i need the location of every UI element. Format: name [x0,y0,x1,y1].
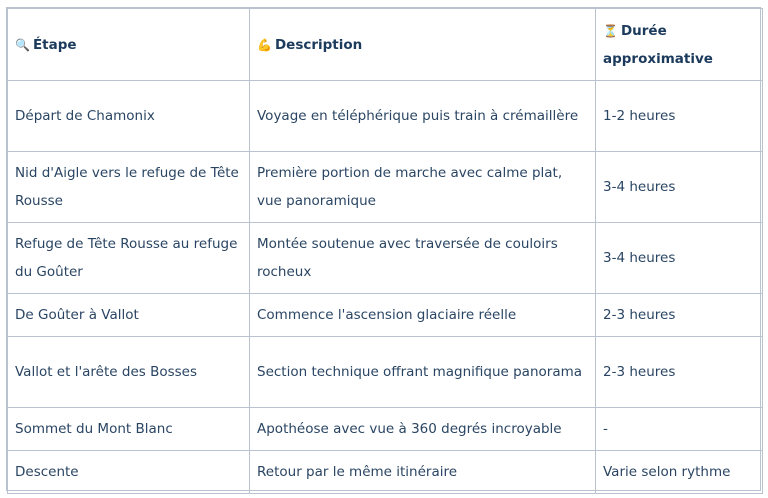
itinerary-table [7,8,763,494]
cell-description: Commence l'ascension glaciaire réelle [250,294,596,337]
header-duree-label: Durée approximative [603,22,713,67]
cell-description: Apothéose avec vue à 360 degrés incroyable [250,408,596,451]
cell-etape: Nid d'Aigle vers le refuge de Tête Rousse [8,152,250,223]
table-row [8,451,763,494]
cell-etape: Vallot et l'arête des Bosses [8,337,250,408]
table-row [8,337,763,408]
cell-duree: 3-4 heures [596,152,763,223]
cell-duree: Varie selon rythme [596,451,763,494]
table-header-row [8,9,763,81]
magnifier-icon: 🔍 [15,37,30,52]
header-description [250,9,596,81]
table-row [8,408,763,451]
cell-etape: De Goûter à Vallot [8,294,250,337]
cell-duree: 2-3 heures [596,294,763,337]
cell-duree: 1-2 heures [596,81,763,152]
table-row [8,294,763,337]
cell-description: Retour par le même itinéraire [250,451,596,494]
table-row [8,152,763,223]
cell-description: Section technique offrant magnifique panorama [250,337,596,408]
header-etape [8,9,250,81]
header-etape-label: Étape [32,36,77,53]
table-row [8,223,763,294]
cell-duree: - [596,408,763,451]
cell-etape: Refuge de Tête Rousse au refuge du Goûter [8,223,250,294]
header-description-label: Description [274,36,363,53]
cell-etape: Sommet du Mont Blanc [8,408,250,451]
cell-etape: Descente [8,451,250,494]
cell-etape: Départ de Chamonix [8,81,250,152]
itinerary-table-container [6,7,761,491]
cell-duree: 2-3 heures [596,337,763,408]
cell-description: Voyage en téléphérique puis train à crémaillère [250,81,596,152]
cell-description: Première portion de marche avec calme plat, vue panoramique [250,152,596,223]
header-duree [596,9,763,81]
table-row [8,81,763,152]
flexed-arm-icon: 💪 [257,37,272,52]
cell-duree: 3-4 heures [596,223,763,294]
hourglass-icon: ⏳ [603,23,618,38]
cell-description: Montée soutenue avec traversée de couloirs rocheux [250,223,596,294]
